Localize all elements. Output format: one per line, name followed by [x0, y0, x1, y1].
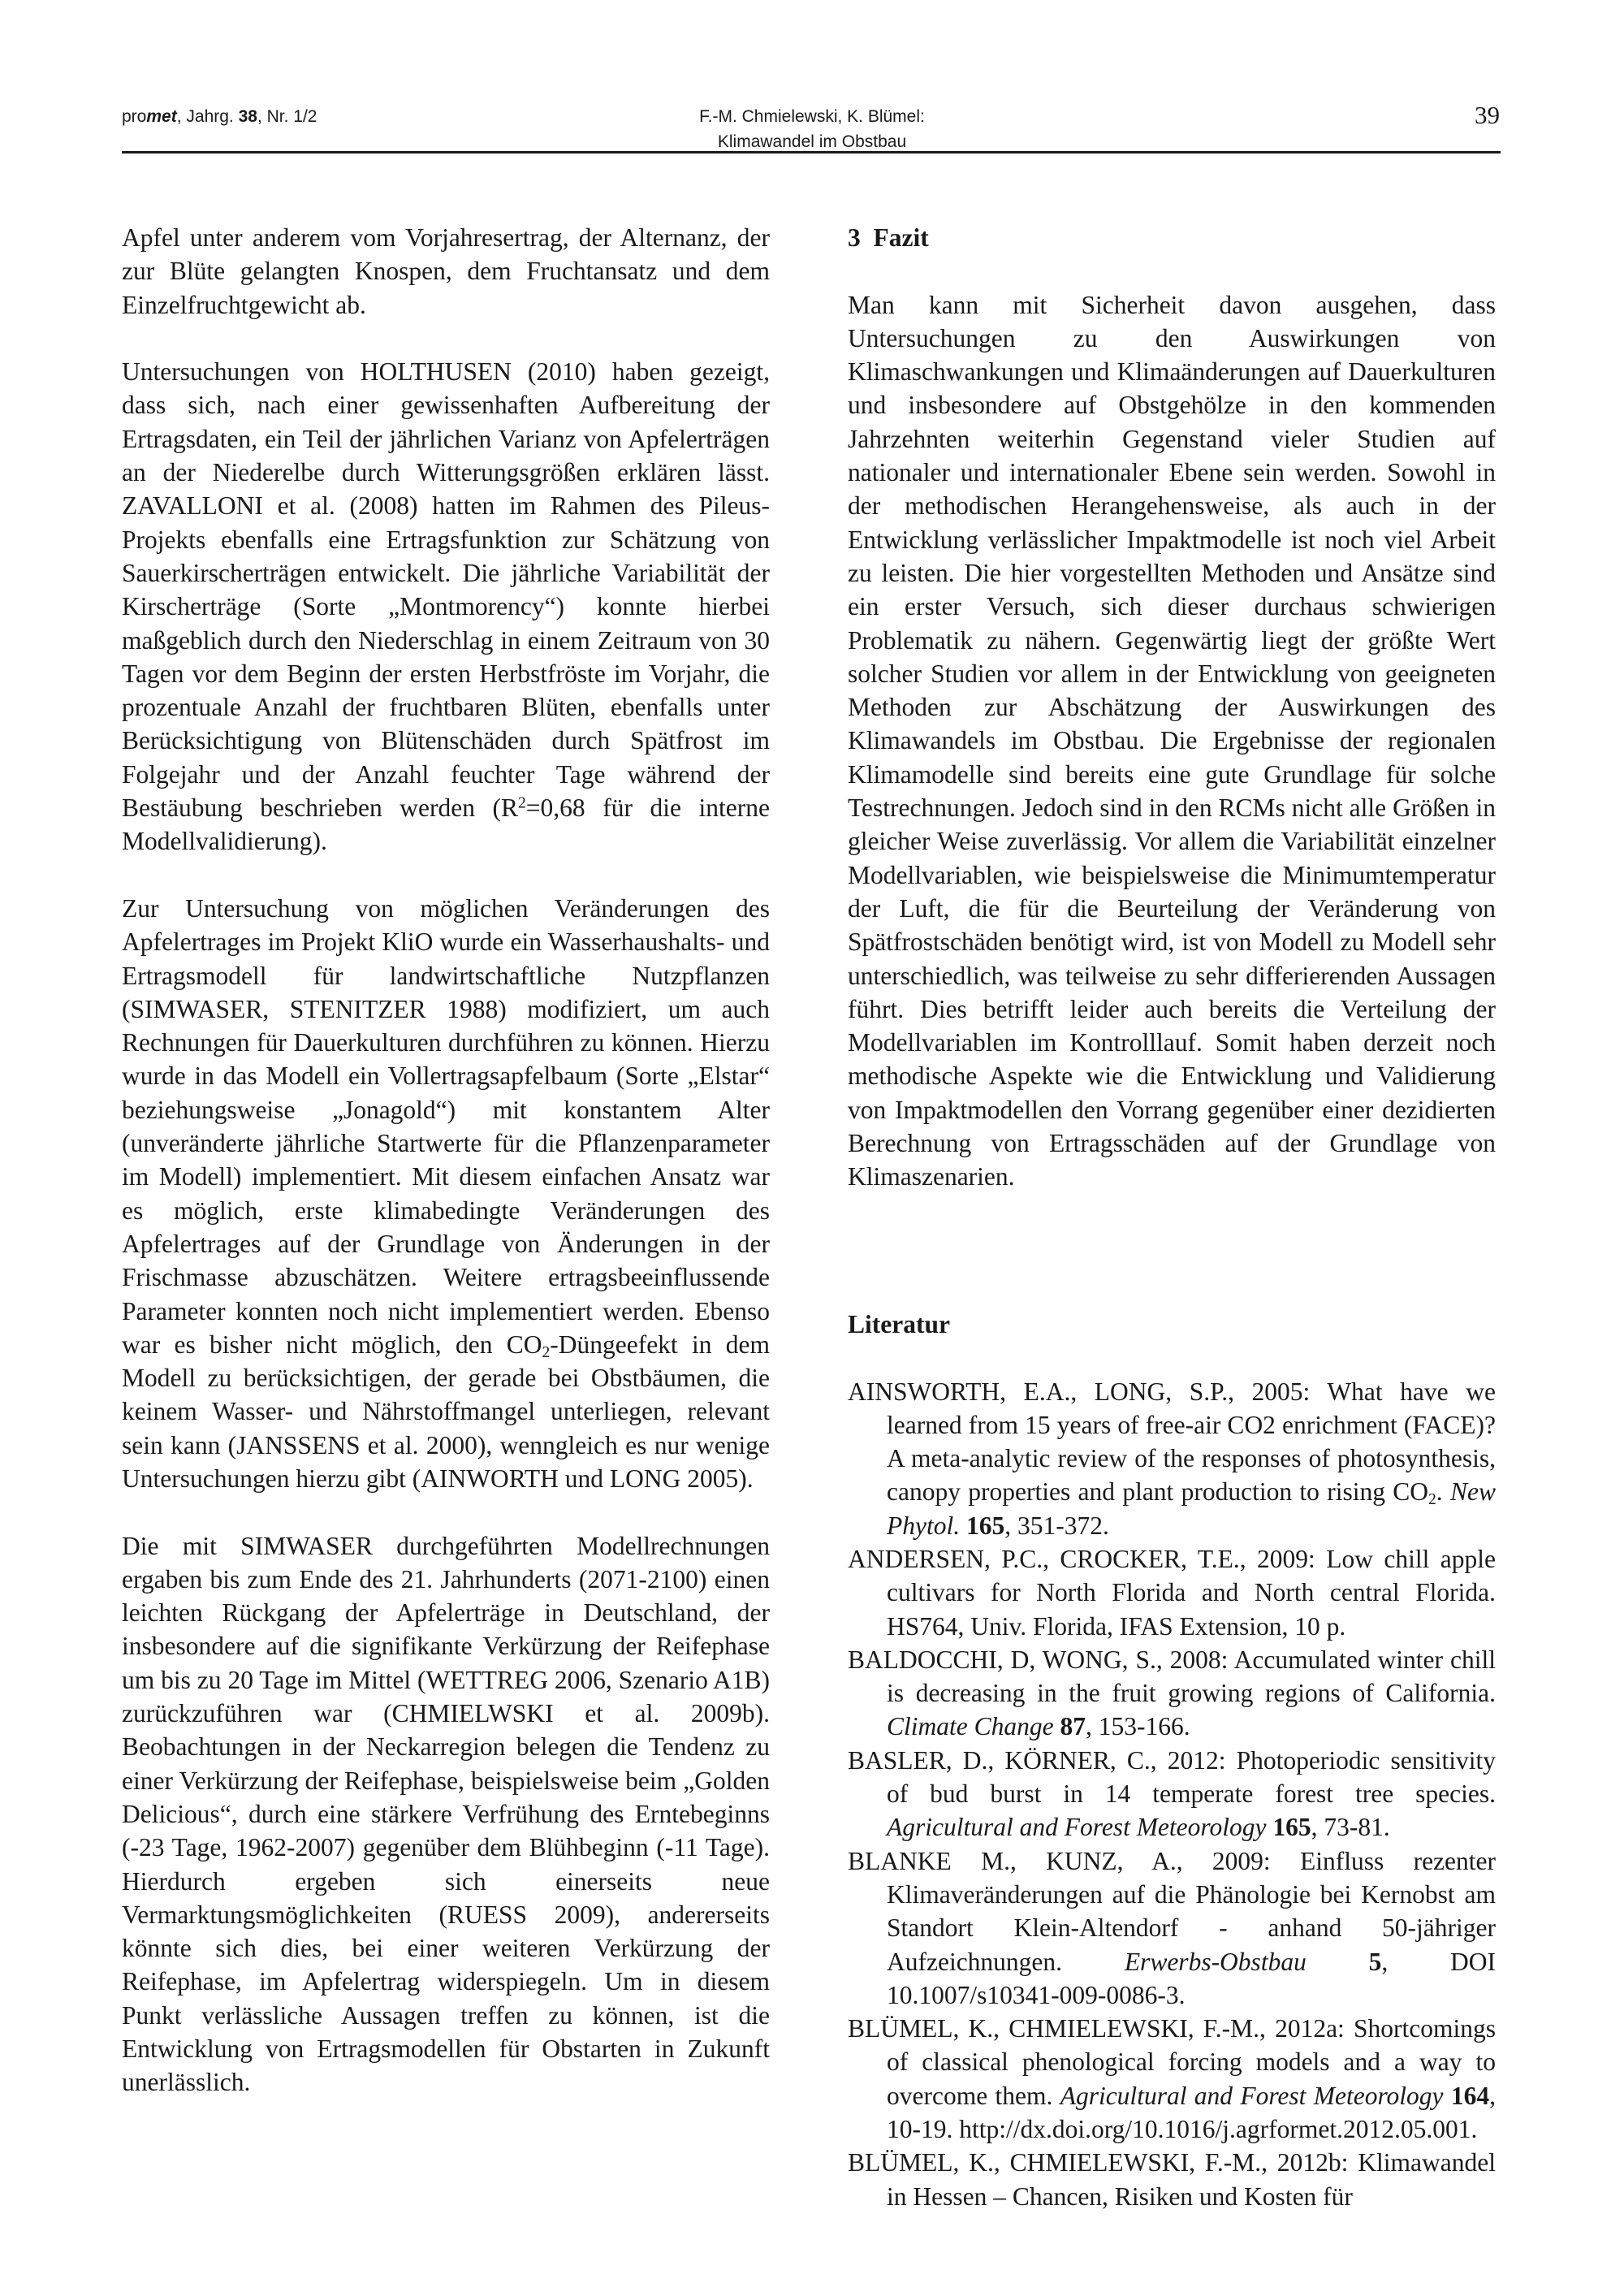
header-subtitle: Klimawandel im Obstbau	[717, 132, 907, 151]
reference-entry: BLÜMEL, K., CHMIELEWSKI, F.-M., 2012b: Klimawandel in Hessen – Chancen, Risiken und Kosten für	[848, 2148, 1496, 2211]
header-rule	[122, 151, 1501, 153]
reference-entry: BALDOCCHI, D, WONG, S., 2008: Accumulated winter chill is decreasing in the fruit growing regions of California. Climate Change 87, 153-166.	[848, 1645, 1496, 1741]
reference-entry: BASLER, D., KÖRNER, C., 2012: Photoperiodic sensitivity of bud burst in 14 temperate forest tree species. Agricultural and Forest Meteorology 165, 73-81.	[848, 1745, 1496, 1842]
right-column	[848, 221, 1496, 2213]
running-header-journal: promet, Jahrg. 38, Nr. 1/2	[122, 107, 317, 126]
references	[848, 1308, 1496, 2213]
spacer	[848, 1227, 1496, 1308]
paragraph-2: Untersuchungen von HOLTHUSEN (2010) haben gezeigt, dass sich, nach einer gewissenhaften Aufbereitung der Ertragsdaten, ein Teil der jährlichen Varianz von Apfelerträgen an der Niederelbe durch Witterungsgrößen erklären lässt. ZAVALLONI et al. (2008) hatten im Rahmen des Pileus-Projekts ebenfalls eine Ertragsfunktion zur Schätzung von Sauerkirscherträgen entwickelt. Die jährliche Variabilität der Kirscherträge (Sorte „Montmorency“) konnte hierbei maßgeblich durch den Niederschlag in einem Zeitraum von 30 Tagen vor dem Beginn der ersten Herbstfröste im Vorjahr, die prozentuale Anzahl der fruchtbaren Blüten, ebenfalls unter Berücksichtigung von Blütenschäden durch Spätfrost im Folgejahr und der Anzahl feuchter Tage während der Bestäubung beschrieben werden ($R^2=0,68$ für die interne Modellvalidierung).	[122, 357, 770, 856]
page-number: 39	[1475, 101, 1500, 129]
reference-entry: BLÜMEL, K., CHMIELEWSKI, F.-M., 2012a: Shortcomings of classical phenological forcing models and a way to overcome them. Agricultural and Forest Meteorology 164, 10-19. http://dx.doi.org/10.1016/j.agrformet.2012.05.001.	[848, 2014, 1496, 2144]
paragraph-1: Apfel unter anderem vom Vorjahresertrag, der Alternanz, der zur Blüte gelangten Knospen, dem Fruchtansatz und dem Einzelfruchtgewicht ab.	[122, 223, 770, 319]
literature-heading: Literatur	[848, 1309, 950, 1338]
running-header-authors	[568, 104, 1056, 154]
left-column	[122, 221, 770, 2133]
reference-list	[848, 1375, 1496, 2213]
paragraph-4: Die mit SIMWASER durchgeführten Modellrechnungen ergaben bis zum Ende des 21. Jahrhunderts (2071-2100) einen leichten Rückgang der Apfelerträge in Deutschland, der insbesondere auf die signifikante Verkürzung der Reifephase um bis zu 20 Tage im Mittel (WETTREG 2006, Szenario A1B) zurückzuführen war (CHMIELWSKI et al. 2009b). Beobachtungen in der Neckarregion belegen die Tendenz zu einer Verkürzung der Reifephase, beispielsweise beim „Golden Delicious“, durch eine stärkere Verfrühung des Erntebeginns (-23 Tage, 1962-2007) gegenüber dem Blühbeginn (-11 Tage). Hierdurch ergeben sich einerseits neue Vermarktungsmöglichkeiten (RUESS 2009), andererseits könnte sich dies, bei einer weiteren Verkürzung der Reifephase, im Apfelertrag widerspiegeln. Um in diesem Punkt verlässliche Aussagen treffen zu können, ist die Entwicklung von Ertragsmodellen für Obstarten in Zukunft unerlässlich.	[122, 1531, 770, 2097]
fazit-paragraph: Man kann mit Sicherheit davon ausgehen, dass Untersuchungen zu den Auswirkungen von Klimaschwankungen und Klimaänderungen auf Dauerkulturen und insbesondere auf Obstgehölze in den kommenden Jahrzehnten weiterhin Gegenstand vieler Studien auf nationaler und internationaler Ebene sein werden. Sowohl in der methodischen Herangehensweise, als auch in der Entwicklung verlässlicher Impaktmodelle ist noch viel Arbeit zu leisten. Die hier vorgestellten Methoden und Ansätze sind ein erster Versuch, sich dieser durchaus schwierigen Problematik zu nähern. Gegenwärtig liegt der größte Wert solcher Studien vor allem in der Entwicklung von geeigneten Methoden zur Abschätzung der Auswirkungen des Klimawandels im Obstbau. Die Ergebnisse der regionalen Klimamodelle sind bereits eine gute Grundlage für solche Testrechnungen. Jedoch sind in den RCMs nicht alle Größen in gleicher Weise zuverlässig. Vor allem die Variabilität einzelner Modellvariablen, wie beispielsweise die Minimumtemperatur der Luft, die für die Beurteilung der Veränderung von Spätfrostschäden benötigt wird, ist von Modell zu Modell sehr unterschiedlich, was teilweise zu sehr differierenden Aussagen führt. Dies betrifft leider auch bereits die Verteilung der Modellvariablen im Kontrolllauf. Somit haben derzeit noch methodische Aspekte wie die Entwicklung und Validierung von Impaktmodellen den Vorrang gegenüber einer dezidierten Berechnung von Ertragsschäden auf der Grundlage von Klimaszenarien.	[848, 290, 1496, 1191]
header-authors: F.-M. Chmielewski, K. Blümel:	[699, 107, 925, 126]
reference-entry: ANDERSEN, P.C., CROCKER, T.E., 2009: Low chill apple cultivars for North Florida and North central Florida. HS764, Univ. Florida, IFAS Extension, 10 p.	[848, 1544, 1496, 1641]
reference-entry: AINSWORTH, E.A., LONG, S.P., 2005: What have we learned from 15 years of free-air CO2 enrichment (FACE)? A meta-analytic review of the responses of photosynthesis, canopy properties and plant production to rising $CO_2$. New Phytol. 165, 351-372.	[848, 1377, 1496, 1540]
reference-entry: BLANKE M., KUNZ, A., 2009: Einfluss rezenter Klimaveränderungen auf die Phänologie bei Kernobst am Standort Klein-Altendorf - anhand 50-jähriger Aufzeichnungen. Erwerbs-Obstbau 5, DOI 10.1007/s10341-009-0086-3.	[848, 1846, 1496, 2009]
paragraph-3: Zur Untersuchung von möglichen Veränderungen des Apfelertrages im Projekt KliO wurde ein Wasserhaushalts- und Ertragsmodell für landwirtschaftliche Nutzpflanzen (SIMWASER, STENITZER 1988) modifiziert, um auch Rechnungen für Dauerkulturen durchführen zu können. Hierzu wurde in das Modell ein Vollertragsapfelbaum (Sorte „Elstar“ beziehungsweise „Jonagold“) mit konstantem Alter (unveränderte jährliche Startwerte für die Pflanzenparameter im Modell) implementiert. Mit diesem einfachen Ansatz war es möglich, erste klimabedingte Veränderungen des Apfelertrages auf der Grundlage von Änderungen in der Frischmasse abzuschätzen. Weitere ertragsbeeinflussende Parameter konnten noch nicht implementiert werden. Ebenso war es bisher nicht möglich, den $CO_2$-Düngeefekt in dem Modell zu berücksichtigen, der gerade bei Obstbäumen, die keinem Wasser- und Nährstoffmangel unterliegen, relevant sein kann (JANSSENS et al. 2000), wenngleich es nur wenige Untersuchungen hierzu gibt (AINWORTH und LONG 2005).	[122, 893, 770, 1493]
section-heading-fazit: 3 Fazit	[848, 223, 929, 252]
